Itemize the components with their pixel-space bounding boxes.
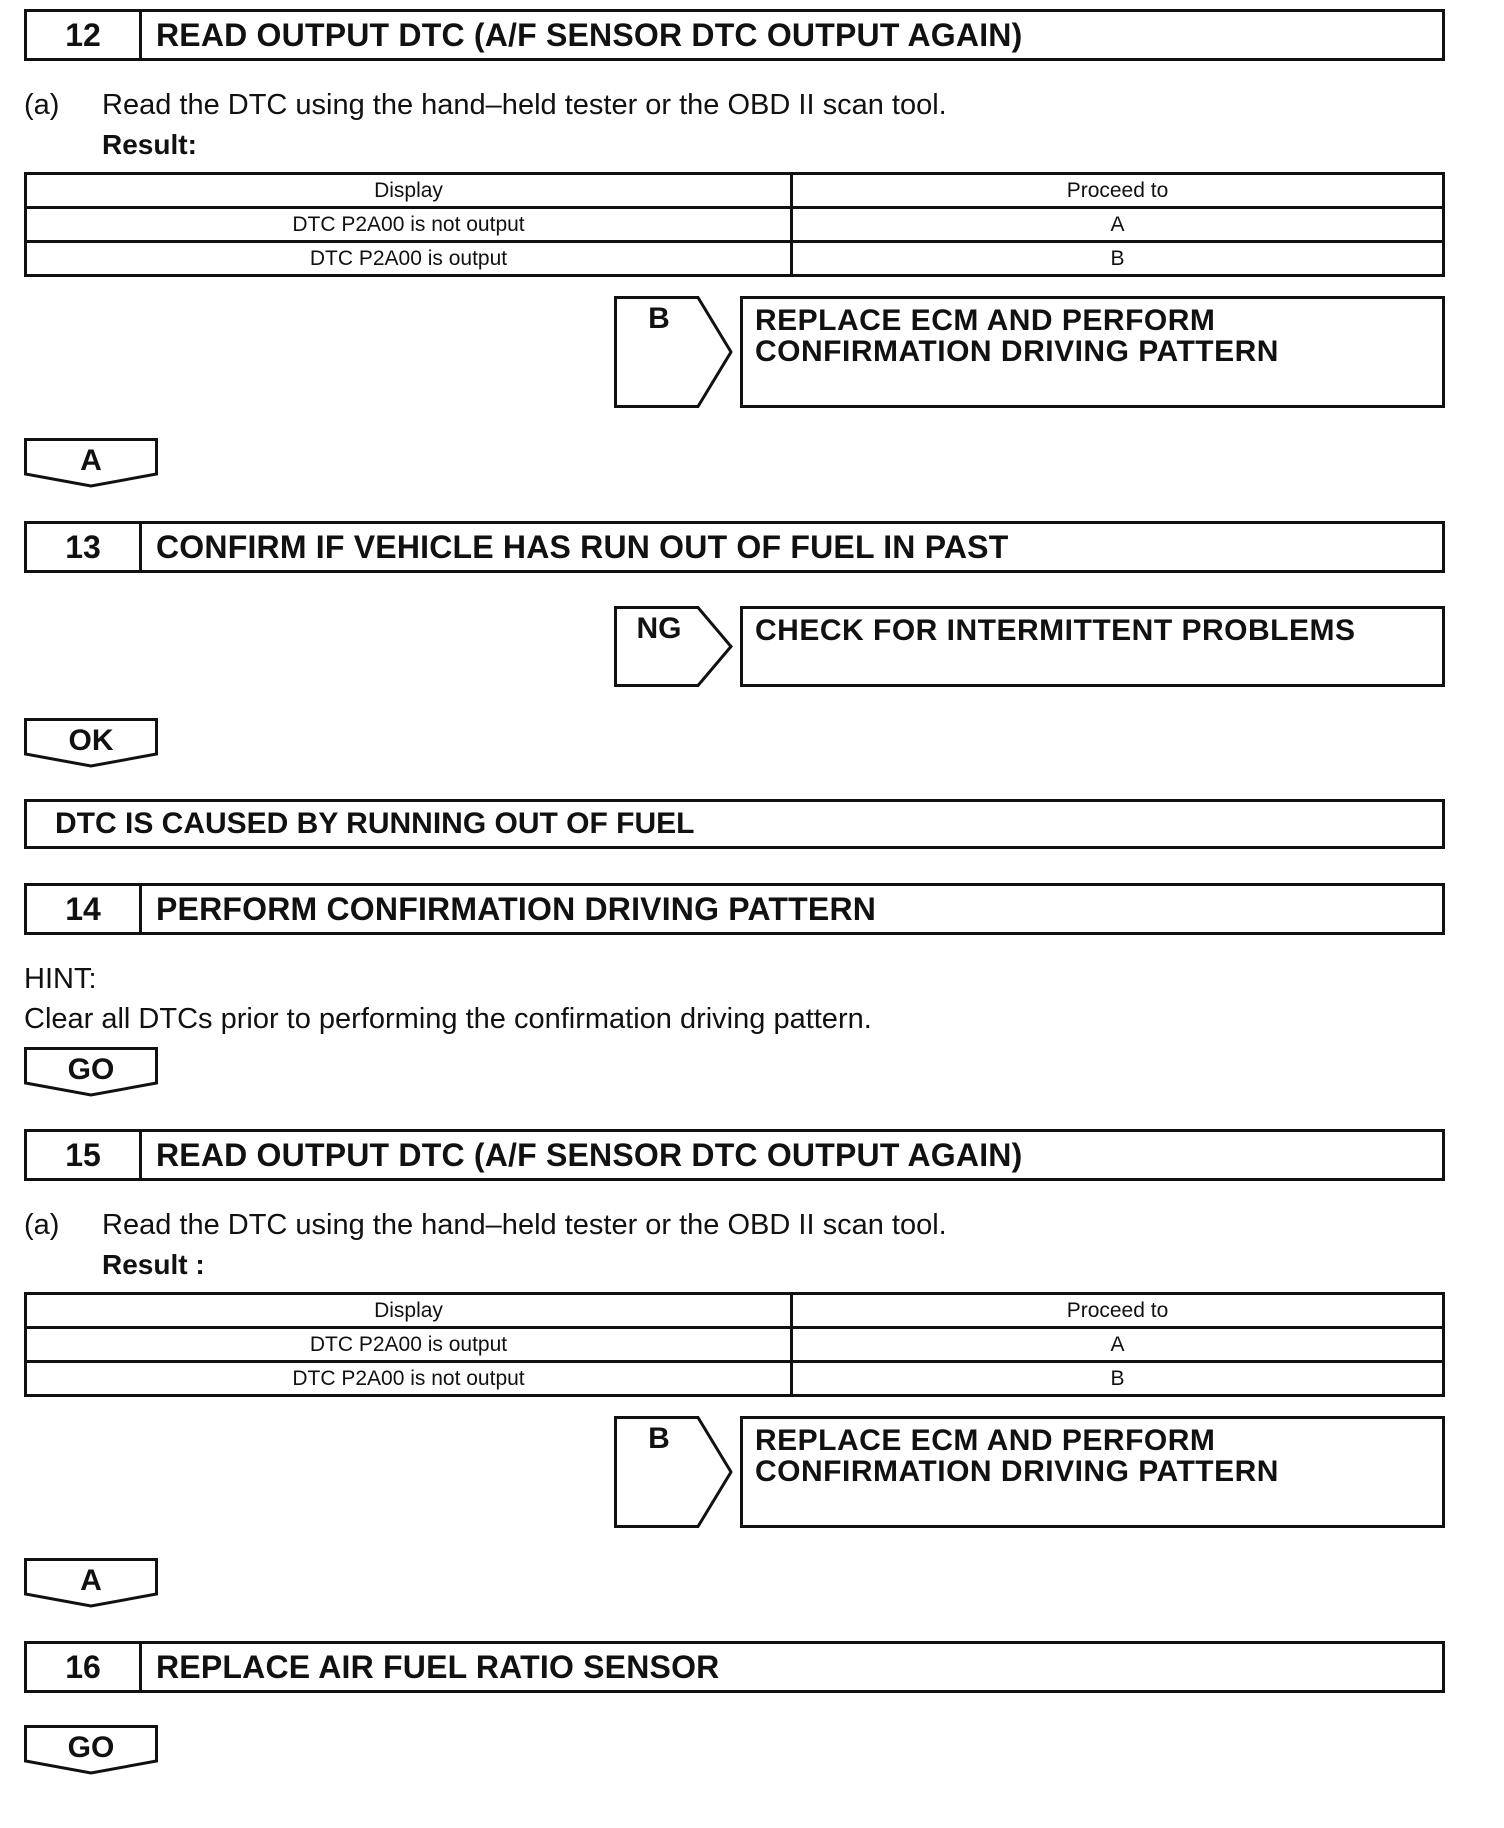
hint-text: Clear all DTCs prior to performing the confirmation driving pattern. (24, 1003, 872, 1035)
table-cell: DTC P2A00 is output (26, 1328, 792, 1362)
result-label: Result : (102, 1249, 205, 1280)
step-15-header (24, 1129, 1445, 1181)
step-title: CONFIRM IF VEHICLE HAS RUN OUT OF FUEL IN PAST (156, 528, 1009, 565)
table-row (26, 208, 1444, 242)
table-header: Display (26, 174, 792, 208)
item-marker: (a) (24, 89, 60, 121)
table-cell: DTC P2A00 is output (26, 242, 792, 276)
result-table (24, 1292, 1445, 1397)
continue-tab-a (24, 438, 158, 488)
table-header-row (26, 174, 1444, 208)
step-13-header (24, 521, 1445, 573)
item-marker: (a) (24, 1209, 60, 1241)
step-12-header (24, 9, 1445, 61)
table-cell: A (792, 1328, 1444, 1362)
step-title: PERFORM CONFIRMATION DRIVING PATTERN (156, 890, 877, 927)
table-row (26, 242, 1444, 276)
table-header: Proceed to (792, 174, 1444, 208)
step-number: 13 (27, 524, 142, 570)
branch-action-line: REPLACE ECM AND PERFORM (755, 304, 1216, 337)
result-box: DTC IS CAUSED BY RUNNING OUT OF FUEL (24, 799, 1445, 849)
branch-arrow-ng (614, 606, 734, 687)
hint-label: HINT: (24, 963, 97, 995)
branch-action-line: CONFIRMATION DRIVING PATTERN (755, 335, 1279, 368)
branch-action-line: CHECK FOR INTERMITTENT PROBLEMS (755, 614, 1356, 647)
step-number: 15 (27, 1132, 142, 1178)
instruction-text: Read the DTC using the hand–held tester or the OBD II scan tool. (102, 89, 947, 121)
result-label: Result: (102, 129, 197, 160)
result-table (24, 172, 1445, 277)
step-title: READ OUTPUT DTC (A/F SENSOR DTC OUTPUT AGAIN) (156, 1136, 1023, 1173)
step-number: 16 (27, 1644, 142, 1690)
branch-arrow-b (614, 1416, 734, 1528)
step-number: 14 (27, 886, 142, 932)
continue-label: GO (67, 1731, 115, 1764)
table-cell: B (792, 242, 1444, 276)
branch-arrow-b (614, 296, 734, 408)
continue-tab-go (24, 1725, 158, 1775)
table-cell: DTC P2A00 is not output (26, 1362, 792, 1396)
table-row (26, 1328, 1444, 1362)
branch-action-box (740, 1416, 1445, 1528)
step-14-header (24, 883, 1445, 935)
continue-label: A (80, 1564, 102, 1597)
continue-tab-a (24, 1558, 158, 1608)
table-header-row (26, 1294, 1444, 1328)
step-title: READ OUTPUT DTC (A/F SENSOR DTC OUTPUT AGAIN) (156, 16, 1023, 53)
step-16-header (24, 1641, 1445, 1693)
table-header: Display (26, 1294, 792, 1328)
branch-label: B (648, 1422, 670, 1455)
continue-label: OK (68, 724, 114, 757)
table-cell: DTC P2A00 is not output (26, 208, 792, 242)
branch-action-box (740, 296, 1445, 408)
instruction-text: Read the DTC using the hand–held tester or the OBD II scan tool. (102, 1209, 947, 1241)
branch-action-line: REPLACE ECM AND PERFORM (755, 1424, 1216, 1457)
table-header: Proceed to (792, 1294, 1444, 1328)
branch-action-line: CONFIRMATION DRIVING PATTERN (755, 1455, 1279, 1488)
branch-action-box (740, 606, 1445, 687)
step-title: REPLACE AIR FUEL RATIO SENSOR (156, 1648, 720, 1685)
table-cell: B (792, 1362, 1444, 1396)
step-number: 12 (27, 12, 142, 58)
branch-label: NG (636, 612, 682, 645)
continue-label: A (80, 444, 102, 477)
continue-label: GO (67, 1053, 115, 1086)
table-cell: A (792, 208, 1444, 242)
continue-tab-ok (24, 718, 158, 768)
continue-tab-go (24, 1047, 158, 1097)
branch-label: B (648, 302, 670, 335)
table-row (26, 1362, 1444, 1396)
